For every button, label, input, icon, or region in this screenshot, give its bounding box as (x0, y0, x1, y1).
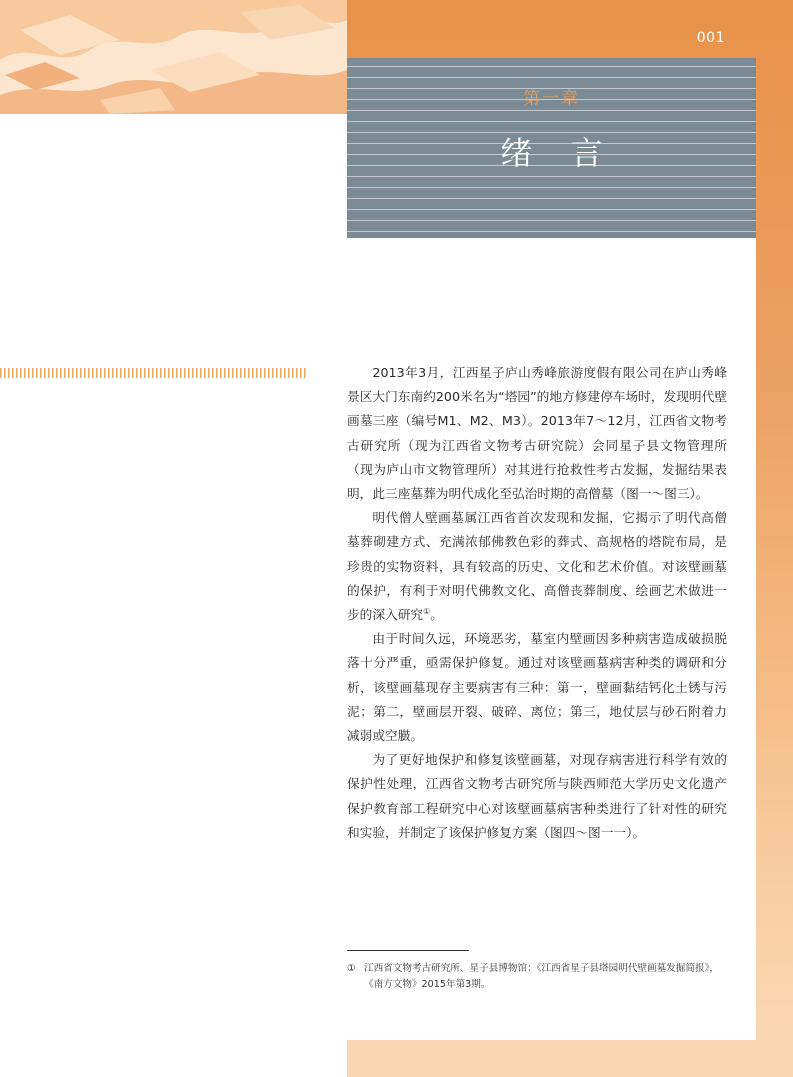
header-rule (347, 110, 756, 111)
header-rule (347, 66, 756, 67)
header-rule (347, 187, 756, 188)
peach-bottom-band (347, 1040, 793, 1077)
paragraph: 为了更好地保护和修复该壁画墓，对现存病害进行科学有效的保护性处理，江西省文物考古研究所与陕西师范大学历史文化遗产保护教育部工程研究中心对该壁画墓病害种类进行了针对性的研究和实验，并制定了该保护修复方案（图四～图一一）。 (347, 752, 727, 840)
footnote (347, 961, 727, 993)
paragraph: 2013年3月，江西星子庐山秀峰旅游度假有限公司在庐山秀峰景区大门东南约200米名为“塔园”的地方修建停车场时，发现明代壁画墓三座（编号M1、M2、M3）。2013年7～12月，江西省文物考古研究所（现为江西省文物考古研究院）会同星子县文物管理所（现为庐山市文物管理所）对其进行抢救性考古发掘，发掘结果表明，此三座墓葬为明代成化至弘治时期的高僧墓（图一～图三）。 (347, 365, 727, 502)
paragraph-end: 。 (430, 607, 443, 623)
rock-texture-graphic (0, 0, 347, 114)
page-number: 001 (696, 30, 725, 46)
body-text (347, 361, 727, 845)
footnote-reference[interactable]: ① (423, 606, 431, 616)
header-rule (347, 176, 756, 177)
header-rule (347, 209, 756, 210)
footnote-mark: ① (347, 963, 356, 974)
rock-texture-image (0, 0, 347, 114)
header-rule (347, 231, 756, 232)
paragraph (347, 506, 727, 627)
header-rule (347, 220, 756, 221)
paragraph: 由于时间久远，环境恶劣，墓室内壁画因多种病害造成破损脱落十分严重，亟需保护修复。通过对该壁画墓病害种类的调研和分析，该壁画墓现存主要病害有三种：第一，壁画黏结钙化土锈与污泥；第二，壁画层开裂、破碎、离位；第三，地仗层与砂石附着力减弱或空臌。 (347, 631, 727, 744)
chapter-title: 绪 言 (500, 134, 617, 172)
decorative-tick-rule (0, 368, 307, 378)
paragraph-text: 明代僧人壁画墓属江西省首次发现和发掘，它揭示了明代高僧墓葬砌建方式、充满浓郁佛教色彩的葬式、高规格的塔院布局，是珍贵的实物资料，具有较高的历史、文化和艺术价值。对该壁画墓的保护，有利于对明代佛教文化、高僧丧葬制度、绘画艺术做进一步的深入研究 (347, 510, 727, 623)
footnote-text: 江西省文物考古研究所、星子县博物馆：《江西省星子县塔园明代壁画墓发掘简报》，《南方文物》2015年第3期。 (364, 963, 719, 990)
chapter-number: 第一章 (523, 89, 580, 109)
header-rule (347, 198, 756, 199)
footnote-divider (347, 950, 469, 951)
header-rule (347, 77, 756, 78)
header-rule (347, 121, 756, 122)
